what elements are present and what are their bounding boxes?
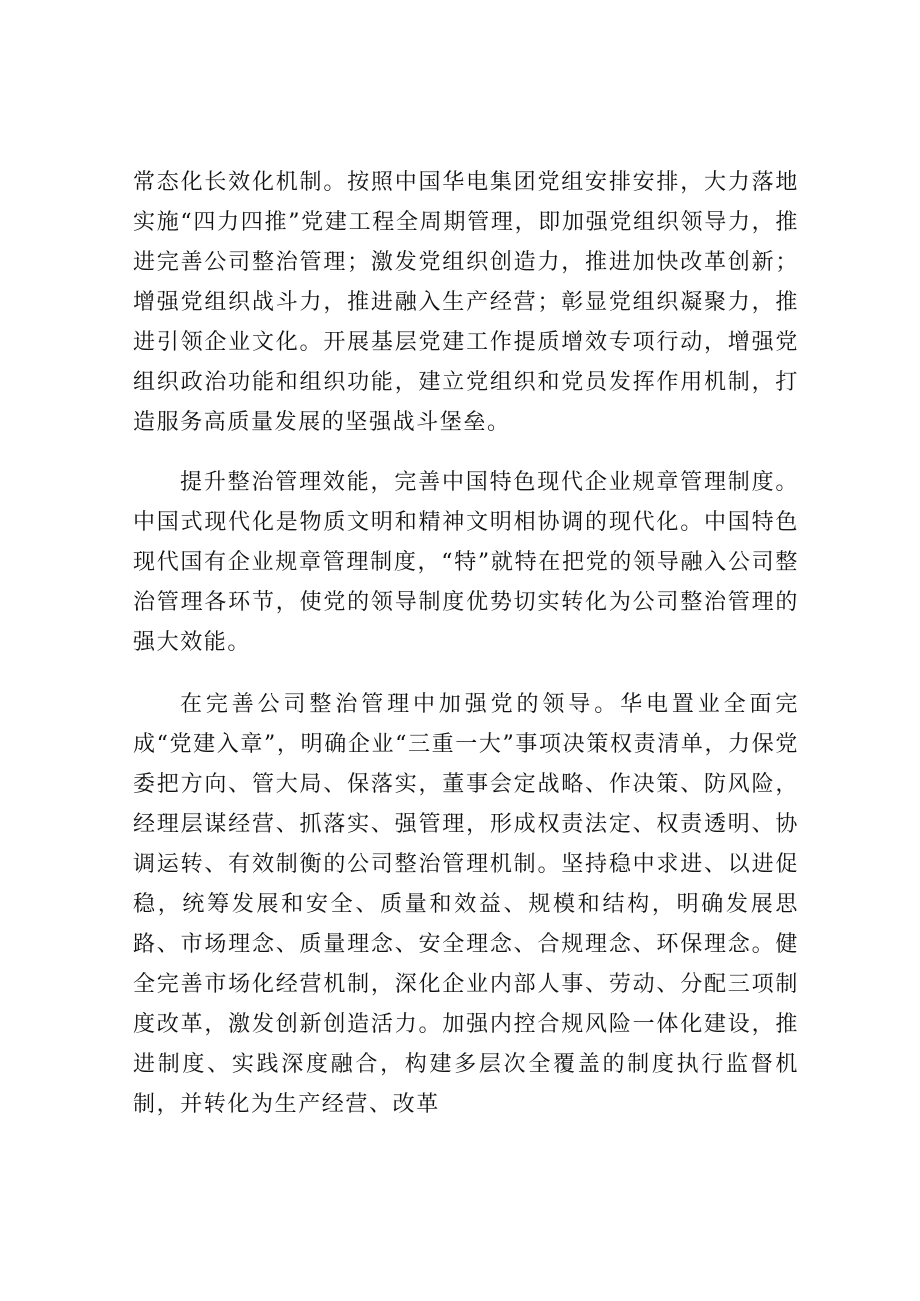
- paragraph-3: 在完善公司整治管理中加强党的领导。华电置业全面完成“党建入章”，明确企业“三重一大”事项决策权责清单，力保党委把方向、管大局、保落实，董事会定战略、作决策、防风险，经理层谋经营、抓落实、强管理，形成权责法定、权责透明、协调运转、有效制衡的公司整治管理机制。坚持稳中求进、以进促稳，统筹发展和安全、质量和效益、规模和结构，明确发展思路、市场理念、质量理念、安全理念、合规理念、环保理念。健全完善市场化经营机制，深化企业内部人事、劳动、分配三项制度改革，激发创新创造活力。加强内控合规风险一体化建设，推进制度、实践深度融合，构建多层次全覆盖的制度执行监督机制，并转化为生产经营、改革: [133, 692, 799, 1117]
- paragraph-2: 提升整治管理效能，完善中国特色现代企业规章管理制度。中国式现代化是物质文明和精神文明相协调的现代化。中国特色现代国有企业规章管理制度，“特”就特在把党的领导融入公司整治管理各环节，使党的领导制度优势切实转化为公司整治管理的强大效能。: [133, 470, 799, 655]
- paragraph-1: 常态化长效化机制。按照中国华电集团党组安排安排，大力落地实施“四力四推”党建工程全周期管理，即加强党组织领导力，推进完善公司整治管理；激发党组织创造力，推进加快改革创新；增强党组织战斗力，推进融入生产经营；彰显党组织凝聚力，推进引领企业文化。开展基层党建工作提质增效专项行动，增强党组织政治功能和组织功能，建立党组织和党员发挥作用机制，打造服务高质量发展的坚强战斗堡垒。: [133, 170, 799, 435]
